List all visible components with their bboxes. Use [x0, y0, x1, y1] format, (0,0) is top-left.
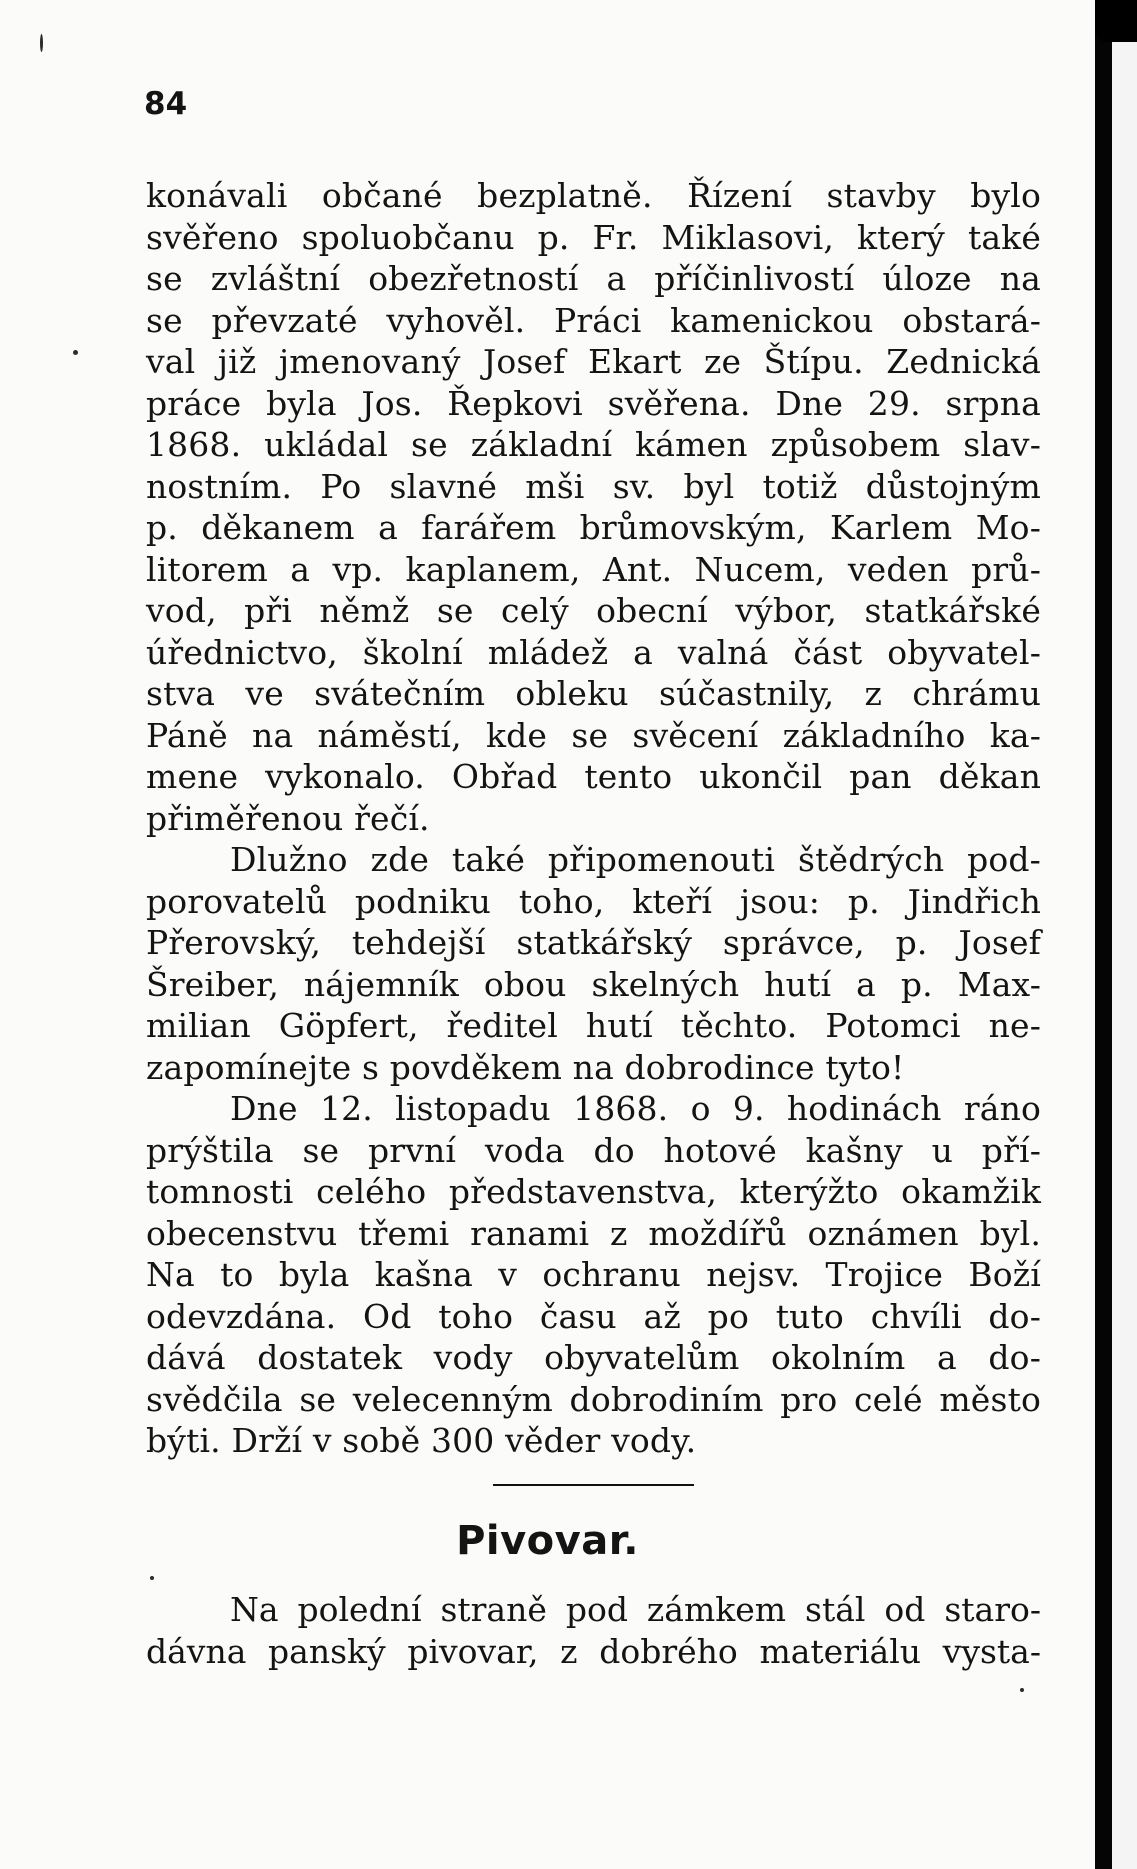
text-line: odevzdána. Od toho času až po tuto chvíli do- — [146, 1296, 1041, 1336]
text-line: Přerovský, tehdejší statkářský správce, p. Josef — [146, 923, 1041, 962]
text-line: Na to byla kašna v ochranu nejsv. Trojice Boží — [146, 1255, 1041, 1294]
section-divider — [493, 1484, 694, 1486]
text-line: 1868. ukládal se základní kámen způsobem slav- — [146, 425, 1041, 464]
section-heading: Pivovar. — [456, 1518, 639, 1564]
text-line: svěřeno spoluobčanu p. Fr. Miklasovi, který také — [146, 217, 1041, 257]
text-line: obecenstvu třemi ranami z moždířů oznámen byl. — [146, 1213, 1041, 1253]
text-line: nostním. Po slavné mši sv. byl totiž důstojným — [146, 466, 1041, 506]
text-line: milian Göpfert, ředitel hutí těchto. Potomci ne- — [146, 1006, 1041, 1045]
paragraph-start-line: Na polední straně pod zámkem stál od staro- — [230, 1590, 1041, 1629]
section-text-block — [146, 1589, 1041, 1673]
text-line: úřednictvo, školní mládež a valná část obyvatel- — [146, 632, 1041, 672]
main-text-block — [146, 175, 1041, 1462]
paragraph-end-line: přiměřenou řečí. — [146, 798, 430, 838]
paragraph-end-line: býti. Drží v sobě 300 věder vody. — [146, 1421, 697, 1460]
scan-right-strip — [1112, 0, 1137, 1869]
text-line: stva ve svátečním obleku súčastnily, z chrámu — [146, 674, 1041, 713]
text-line: dává dostatek vody obyvatelům okolním a do- — [146, 1338, 1041, 1377]
paragraph-start-line: Dne 12. listopadu 1868. o 9. hodinách ráno — [230, 1089, 1041, 1128]
text-line: vod, při němž se celý obecní výbor, statkářské — [146, 591, 1041, 630]
text-line: práce byla Jos. Řepkovi svěřena. Dne 29. srpna — [146, 383, 1041, 423]
scan-speck — [150, 1576, 154, 1580]
page-number: 84 — [144, 86, 188, 122]
text-line: se převzaté vyhověl. Práci kamenickou obstará- — [146, 300, 1041, 340]
paragraph-start-line: Dlužno zde také připomenouti štědrých pod- — [230, 840, 1041, 879]
scan-speck — [40, 34, 43, 52]
text-line: konávali občané bezplatně. Řízení stavby bylo — [146, 176, 1041, 215]
text-line: Šreiber, nájemník obou skelných hutí a p. Max- — [146, 964, 1041, 1004]
text-line: val již jmenovaný Josef Ekart ze Štípu. Zednická — [146, 342, 1041, 381]
text-line: p. děkanem a farářem brůmovským, Karlem Mo- — [146, 508, 1041, 547]
text-line: tomnosti celého představenstva, kterýžto okamžik — [146, 1172, 1041, 1211]
text-line: dávna panský pivovar, z dobrého materiálu vysta- — [146, 1632, 1041, 1671]
scan-corner-mark — [1095, 0, 1137, 42]
text-line: prýštila se první voda do hotové kašny u pří- — [146, 1130, 1041, 1170]
paragraph-end-line: zapomínejte s povděkem na dobrodince tyto! — [146, 1047, 905, 1087]
text-line: litorem a vp. kaplanem, Ant. Nucem, veden prů- — [146, 549, 1041, 589]
text-line: svědčila se velecenným dobrodiním pro celé město — [146, 1379, 1041, 1419]
text-line: mene vykonalo. Obřad tento ukončil pan děkan — [146, 757, 1041, 796]
scan-speck — [1020, 1688, 1024, 1692]
text-line: Páně na náměstí, kde se svěcení základního ka- — [146, 715, 1041, 755]
text-line: porovatelů podniku toho, kteří jsou: p. Jindřich — [146, 881, 1041, 921]
text-line: se zvláštní obezřetností a příčinlivostí úloze na — [146, 259, 1041, 298]
scan-speck — [73, 350, 78, 355]
